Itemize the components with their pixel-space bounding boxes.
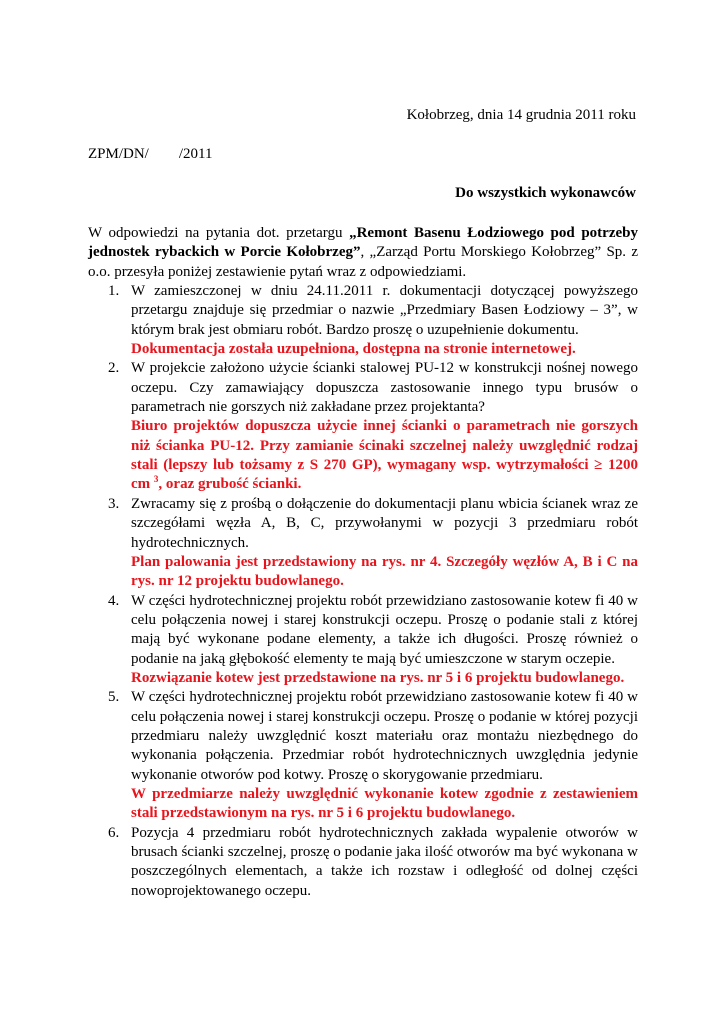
question-text: W projekcie założono użycie ścianki stalowej PU-12 w konstrukcji nośnej nowego oczepu. Czy zamawiający dopuszcza zastosowanie innego typu brusów o parametrach nie gorszych niż zakładane przez projektanta? bbox=[131, 360, 638, 416]
item-number: 4. bbox=[108, 592, 120, 609]
answer-text: Dokumentacja została uzupełniona, dostępna na stronie internetowej. bbox=[131, 341, 576, 358]
answer-part: , oraz grubość ścianki. bbox=[158, 476, 302, 493]
qa-item-6 bbox=[88, 824, 638, 901]
addressee: Do wszystkich wykonawców bbox=[455, 185, 636, 201]
item-number: 2. bbox=[108, 360, 120, 377]
question-text: W zamieszczonej w dniu 24.11.2011 r. dokumentacji dotyczącej powyższego przetargu znajduje się przedmiar o nazwie „Przedmiary Basen Łodziowy – 3”, w którym brak jest obmiaru robót. Bardzo proszę o uzupełnienie dokumentu. bbox=[131, 283, 638, 338]
answer-part: Biuro projektów dopuszcza użycie innej ścianki o parametrach nie gorszych niż ścianka PU-12. Przy zamianie ścinaki szczelnej należy uwzględnić rodzaj stali (lepszy lub tożsamy z S 270 GP), wymagany wsp. wytrzymałości ≥ 1200 cm bbox=[131, 418, 638, 493]
answer-text: Rozwiązanie kotew jest przedstawione na rys. nr 5 i 6 projektu budowlanego. bbox=[131, 669, 625, 686]
qa-item-4 bbox=[88, 592, 638, 689]
question-text: W części hydrotechnicznej projektu robót przewidziano zastosowanie kotew fi 40 w celu połączenia nowej i starej konstrukcji oczepu. Proszę o podanie stali z której mają być wykonane podane elementy, a także ich długości. Proszę również o podanie na jaką głębokość elementy te mają być umieszczone w starym oczepie. bbox=[131, 592, 638, 667]
item-number: 1. bbox=[108, 283, 120, 300]
intro-lead: W odpowiedzi na pytania dot. przetargu bbox=[88, 225, 350, 241]
letter-body bbox=[88, 224, 638, 901]
question-text: W części hydrotechnicznej projektu robót przewidziano zastosowanie kotew fi 40 w celu połączenia nowej i starej konstrukcji oczepu. Proszę o podanie w której pozycji przedmiaru należy uwzględnić koszt materiału oraz montażu niezbędnego do wykonania połączenia. Przedmiar robót hydrotechnicznych uwzględnia jedynie wykonanie otworów pod kotwy. Proszę o skorygowanie przedmiaru. bbox=[131, 689, 638, 783]
qa-item-3 bbox=[88, 495, 638, 592]
tender-name: „Remont Basenu Łodziowego pod potrzeby jednostek rybackich w Porcie Kołobrzeg” bbox=[88, 225, 638, 261]
answer-text bbox=[131, 417, 638, 494]
qa-item-1 bbox=[88, 282, 638, 359]
superscript-exponent: 3 bbox=[153, 474, 159, 485]
item-number: 6. bbox=[108, 824, 120, 841]
question-text: Zwracamy się z prośbą o dołączenie do dokumentacji planu wbicia ścianek wraz ze szczegółami węzła A, B, C, przywołanymi w pozycji 3 przedmiaru robót hydrotechnicznych. bbox=[131, 495, 638, 551]
qa-item-5 bbox=[88, 688, 638, 823]
item-number: 5. bbox=[108, 689, 120, 706]
place-and-date: Kołobrzeg, dnia 14 grudnia 2011 roku bbox=[406, 107, 636, 123]
answer-text: Plan palowania jest przedstawiony na rys. nr 4. Szczegóły węzłów A, B i C na rys. nr 12 projektu budowlanego. bbox=[131, 553, 638, 590]
intro-paragraph bbox=[88, 224, 638, 282]
reference-number: ZPM/DN/ /2011 bbox=[88, 146, 213, 162]
qa-item-2 bbox=[88, 359, 638, 494]
question-text: Pozycja 4 przedmiaru robót hydrotechnicznych zakłada wypalenie otworów w brusach ścianki szczelnej, proszę o podanie jaka ilość otworów ma być wykonana w poszczególnych elementach, a także ich rozstaw i odległość od dolnej części nowoprojektowanego oczepu. bbox=[131, 824, 638, 899]
intro-tail: , „Zarząd Portu Morskiego Kołobrzeg” Sp. z o.o. przesyła poniżej zestawienie pytań wraz z odpowiedziami. bbox=[88, 244, 638, 280]
qa-list bbox=[88, 282, 638, 901]
answer-text: W przedmiarze należy uwzględnić wykonanie kotew zgodnie z zestawieniem stali przedstawionym na rys. nr 5 i 6 projektu budowlanego. bbox=[131, 785, 638, 822]
item-number: 3. bbox=[108, 495, 120, 512]
